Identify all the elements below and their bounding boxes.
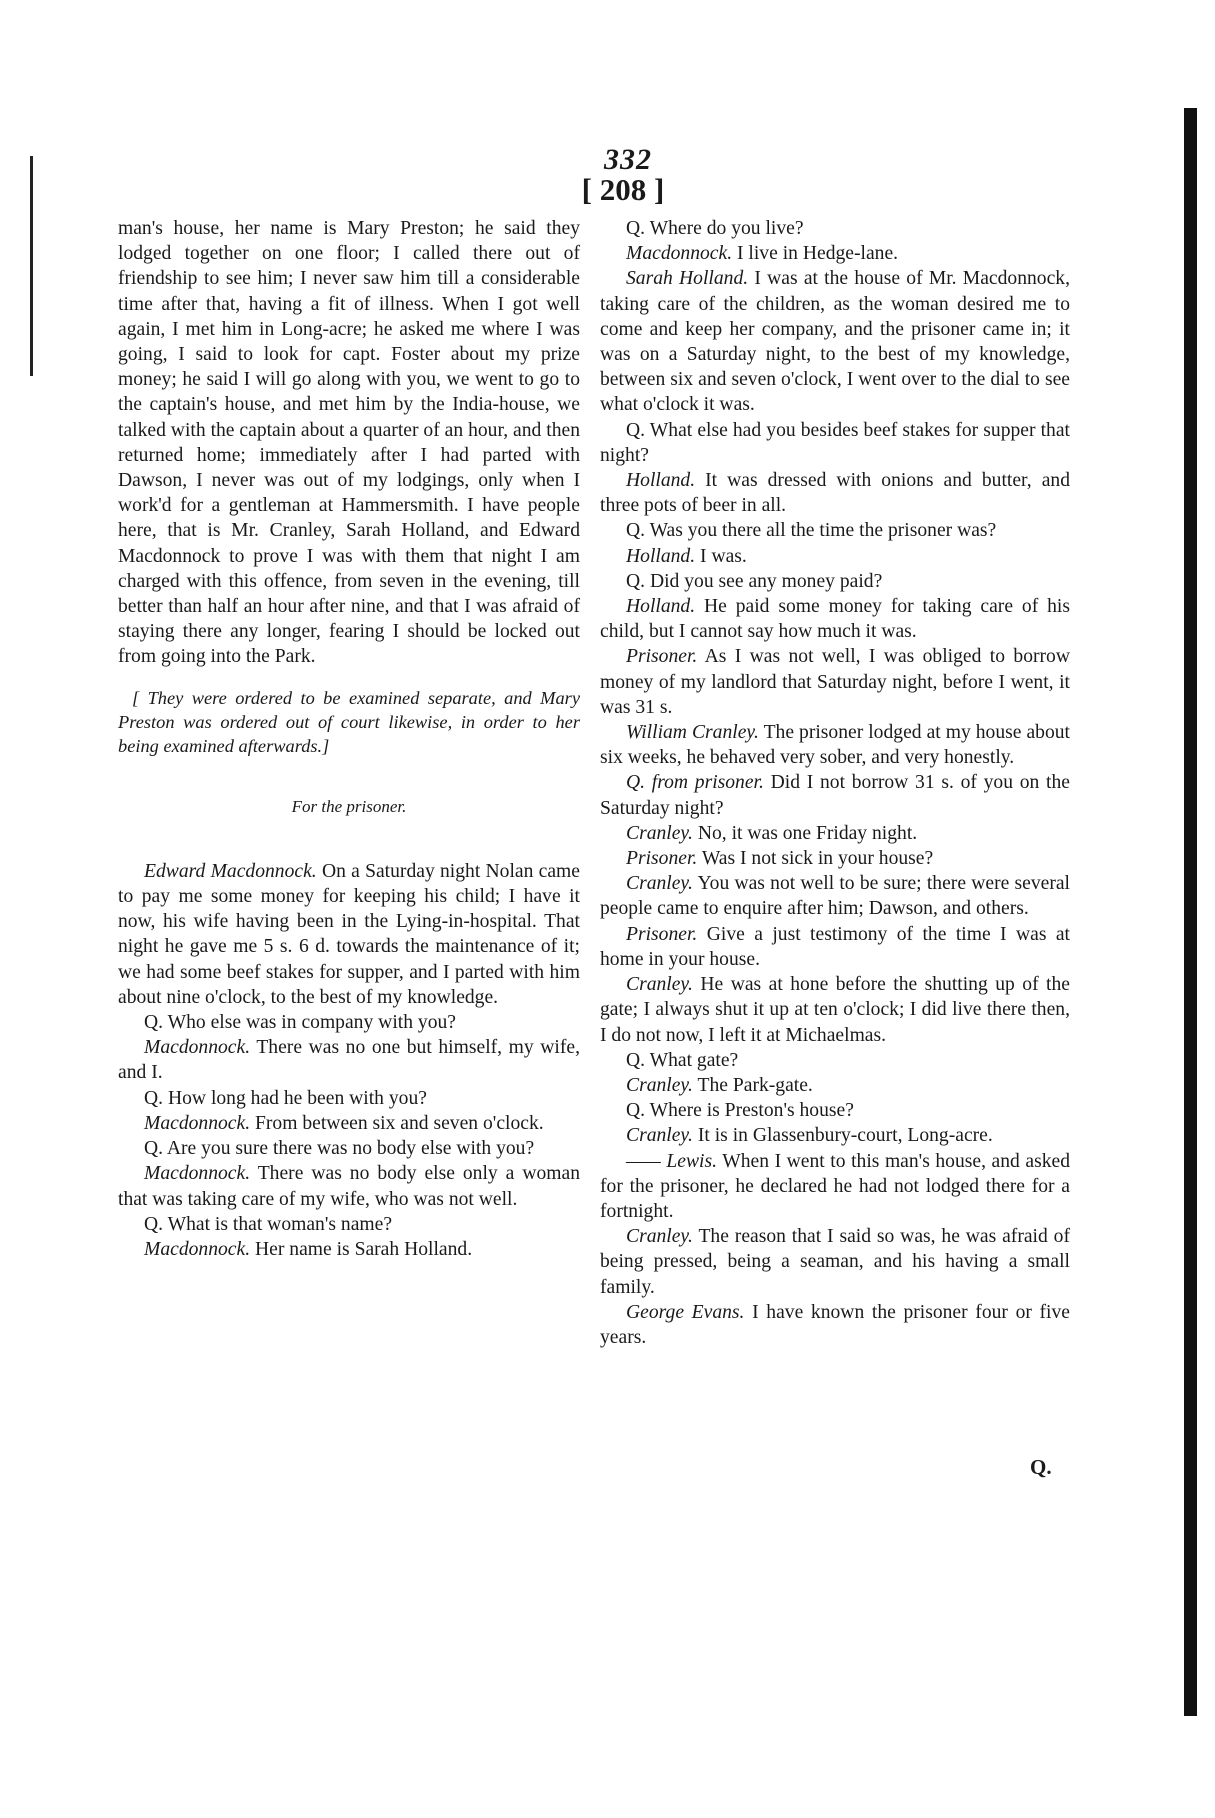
testimony-entry <box>600 871 1070 921</box>
continuation-paragraph: man's house, her name is Mary Preston; he said they lodged together on one floor; I called there out of friendship to see him; I never saw him till a considerable time after that, having a fit of illness. When I got well again, I met him in Long-acre; he asked me where I was going, I said to look for capt. Foster about my prize money; he said I will go along with you, we went to go to the captain's house, and met him by the India-house, we talked with the captain about a quarter of an hour, and then returned home; immediately after I had parted with Dawson, I never was out of my lodgings, only when I work'd for a gentleman at Hammersmith. I have people here, that is Mr. Cranley, Sarah Holland, and Edward Macdonnock to prove I was with them that night I am charged with this offence, from seven in the evening, till better than half an hour after nine, and that I was afraid of staying there any longer, fearing I should be locked out from going into the Park. <box>118 218 580 668</box>
testimony-text: He paid some money for taking care of his child, but I cannot say how much it was. <box>600 596 1070 643</box>
testimony-entry <box>600 720 1070 770</box>
speaker-name: Prisoner. <box>626 923 698 945</box>
speaker-name: Q. from prisoner. <box>626 772 764 794</box>
speaker-name: Prisoner. <box>626 848 698 870</box>
testimony-entry <box>600 468 1070 518</box>
testimony-text: No, it was one Friday night. <box>697 822 918 844</box>
testimony-text: I was at the house of Mr. Macdonnock, taking care of the children, as the woman desired me to come and keep her company, and the prisoner came in; it was on a Saturday night, to the best of my knowledge, between six and seven o'clock, I went over to the dial to see what o'clock it was. <box>600 268 1070 416</box>
testimony-entry <box>600 922 1070 972</box>
section-heading: For the prisoner. <box>291 796 407 816</box>
testimony-text: He was at hone before the shutting up of the gate; I always shut it up at ten o'clock; I did live there then, I do not now, I left it at Michaelmas. <box>600 974 1070 1046</box>
testimony-entry <box>600 1224 1070 1300</box>
testimony-text: Q. Was you there all the time the prisoner was? <box>626 520 997 542</box>
testimony-text: Give a just testimony of the time I was at home in your house. <box>600 923 1071 970</box>
testimony-text: I live in Hedge-lane. <box>737 243 899 265</box>
testimony-text: The Park-gate. <box>697 1074 813 1096</box>
testimony-text: There was no one but himself, my wife, and I. <box>118 1037 580 1084</box>
testimony-text: As I was not well, I was obliged to borrow money of my landlord that Saturday night, before I went, it was 31 s. <box>600 646 1070 718</box>
testimony-text: When I went to this man's house, and asked for the prisoner, he declared he had not lodged there for a fortnight. <box>600 1150 1070 1222</box>
catchword: Q. <box>1030 1455 1052 1479</box>
testimony-entry <box>600 1149 1070 1225</box>
testimony-entry <box>118 1136 580 1161</box>
testimony-text: On a Saturday night Nolan came to pay me some money for keeping his child; I have it now, his wife having been in the Lying-in-hospital. That night he gave me 5 s. 6 d. towards the maintenance of it; we had some beef stakes for supper, and I parted with him about nine o'clock, to the best of my knowledge. <box>118 860 580 1008</box>
speaker-name: Cranley. <box>626 873 693 895</box>
testimony-entry <box>118 1086 580 1111</box>
testimony-entry <box>118 1161 580 1211</box>
testimony-entry <box>600 1300 1070 1350</box>
testimony-entry <box>118 1111 580 1136</box>
testimony-text: From between six and seven o'clock. <box>255 1112 544 1134</box>
testimony-entry <box>600 770 1070 820</box>
testimony-text: Q. Are you sure there was no body else with you? <box>144 1138 535 1160</box>
speaker-name: Cranley. <box>626 822 693 844</box>
testimony-entry <box>600 972 1070 1048</box>
right-column <box>600 216 1070 1350</box>
testimony-entry <box>600 644 1070 720</box>
testimony-text: Q. Who else was in company with you? <box>144 1012 456 1034</box>
testimony-text: It was dressed with onions and butter, and three pots of beer in all. <box>600 470 1070 517</box>
testimony-text: Q. What is that woman's name? <box>144 1213 393 1235</box>
speaker-name: Cranley. <box>626 1226 693 1248</box>
speaker-name: Holland. <box>626 470 696 492</box>
testimony-entry <box>600 518 1070 543</box>
printed-page-number: [ 208 ] <box>581 172 665 207</box>
testimony-entry <box>118 1010 580 1035</box>
speaker-name: Edward Macdonnock. <box>144 860 317 882</box>
testimony-text: There was no body else only a woman that was taking care of my wife, who was not well. <box>118 1163 580 1210</box>
testimony-entry <box>600 594 1070 644</box>
testimony-text: It is in Glassenbury-court, Long-acre. <box>697 1125 993 1147</box>
testimony-text: Did I not borrow 31 s. of you on the Saturday night? <box>600 772 1070 819</box>
testimony-text: Was I not sick in your house? <box>701 848 934 870</box>
testimony-text: Q. Where do you live? <box>626 218 804 239</box>
scan-binding-shadow <box>1184 108 1197 1716</box>
testimony-entry <box>600 846 1070 871</box>
left-column <box>118 216 580 1262</box>
testimony-text: Q. What else had you besides beef stakes for supper that night? <box>600 419 1070 466</box>
testimony-text: Q. Did you see any money paid? <box>626 570 883 592</box>
testimony-entry <box>118 1035 580 1085</box>
speaker-name: Cranley. <box>626 1125 693 1147</box>
testimony-entry <box>600 1123 1070 1148</box>
speaker-name: Holland. <box>626 545 696 567</box>
court-note: [ They were ordered to be examined separate, and Mary Preston was ordered out of court likewise, in order to her being examined afterwards.] <box>118 687 580 756</box>
testimony-entry <box>600 216 1070 241</box>
left-testimony <box>118 859 580 1262</box>
speaker-name: George Evans. <box>626 1301 745 1323</box>
testimony-entry <box>600 544 1070 569</box>
testimony-text: The reason that I said so was, he was afraid of being pressed, being a seaman, and his having a small family. <box>600 1226 1070 1298</box>
speaker-name: William Cranley. <box>626 722 759 744</box>
testimony-text: Q. Where is Preston's house? <box>626 1100 854 1122</box>
right-testimony <box>600 216 1070 1350</box>
speaker-name: Macdonnock. <box>626 243 733 265</box>
testimony-text: The prisoner lodged at my house about six weeks, he behaved very sober, and very honestly. <box>600 722 1070 769</box>
speaker-name: —— Lewis. <box>626 1150 718 1172</box>
testimony-entry <box>118 1237 580 1262</box>
speaker-name: Sarah Holland. <box>626 268 749 290</box>
speaker-name: Macdonnock. <box>144 1163 251 1185</box>
testimony-entry <box>118 1212 580 1237</box>
testimony-entry <box>600 821 1070 846</box>
testimony-entry <box>600 418 1070 468</box>
speaker-name: Prisoner. <box>626 646 698 668</box>
testimony-text: Q. What gate? <box>626 1049 739 1071</box>
handwritten-page-number: 332 <box>604 143 652 176</box>
speaker-name: Cranley. <box>626 1074 693 1096</box>
testimony-entry <box>600 241 1070 266</box>
testimony-entry <box>118 859 580 1010</box>
testimony-text: You was not well to be sure; there were several people came to enquire after him; Dawson, and others. <box>600 873 1071 920</box>
testimony-entry <box>600 266 1070 417</box>
testimony-entry <box>600 569 1070 594</box>
speaker-name: Macdonnock. <box>144 1238 251 1260</box>
testimony-entry <box>600 1048 1070 1073</box>
testimony-text: Her name is Sarah Holland. <box>255 1238 473 1260</box>
testimony-text: I was. <box>700 545 747 567</box>
speaker-name: Holland. <box>626 596 696 618</box>
speaker-name: Macdonnock. <box>144 1112 251 1134</box>
speaker-name: Cranley. <box>626 974 693 996</box>
testimony-text: Q. How long had he been with you? <box>144 1087 427 1109</box>
testimony-text: I have known the prisoner four or five years. <box>600 1301 1070 1348</box>
scan-edge-mark <box>30 156 33 376</box>
testimony-entry <box>600 1098 1070 1123</box>
testimony-entry <box>600 1073 1070 1098</box>
speaker-name: Macdonnock. <box>144 1037 251 1059</box>
